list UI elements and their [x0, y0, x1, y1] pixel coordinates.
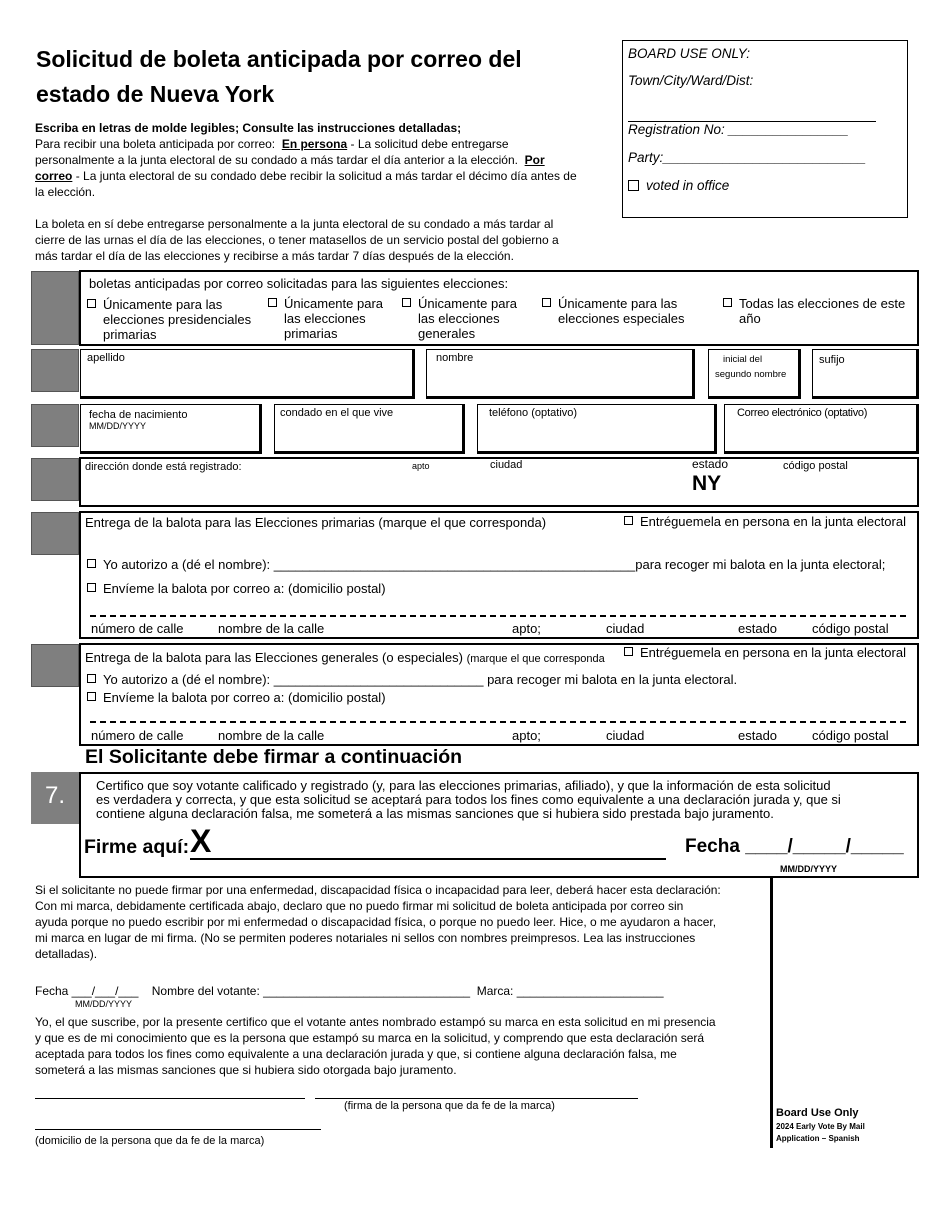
correo-label: Correo electrónico (optativo) [737, 407, 868, 419]
opt3-line-a: Únicamente para [418, 296, 517, 311]
witness-statement [35, 1014, 775, 1078]
mark-p3: ayuda porque no puedo escribir por mi enfermedad o discapacidad física, o porque no puedo leer. Hice, o me ayudaron a hacer, [35, 915, 717, 929]
election-option-primary[interactable] [268, 296, 383, 341]
opt4-line-b: elecciones especiales [558, 311, 685, 326]
opt1-line-b: elecciones presidenciales [103, 312, 252, 327]
intro-l1b: - La solicitud debe entregarse [347, 137, 509, 151]
condado-label: condado en el que vive [280, 407, 394, 419]
label-numero-calle: número de calle [91, 728, 184, 743]
mark-p1: Si el solicitante no puede firmar por una enfermedad, discapacidad física o incapacidad para leer, deberá hacer esta declaración: [35, 883, 721, 897]
dob-label: fecha de nacimiento [89, 409, 188, 421]
mark-p5: detalladas). [35, 947, 98, 961]
checkbox[interactable] [542, 298, 551, 307]
election-header: boletas anticipadas por correo solicitadas para las siguientes elecciones: [89, 276, 509, 291]
intro-p2-1: La boleta en sí debe entregarse personalmente a la junta electoral de su condado a más tardar al [35, 217, 554, 231]
election-option-presidential-primary[interactable] [87, 297, 251, 342]
label-ciudad: ciudad [606, 621, 645, 636]
mark-fecha-format: MM/DD/YYYY [75, 999, 133, 1009]
checkbox[interactable] [87, 299, 96, 308]
mark-p2: Con mi marca, debidamente certificada abajo, declaro que no puedo firmar mi solicitud de boleta anticipada por correo sin [35, 899, 684, 913]
sufijo-field[interactable] [812, 349, 919, 399]
mark-declaration [35, 882, 775, 962]
board-town-line[interactable] [628, 121, 876, 122]
election-option-all[interactable] [723, 296, 905, 326]
label-codigo-postal: código postal [812, 728, 889, 743]
label-apto: apto; [512, 621, 541, 636]
primary-address-line[interactable] [90, 615, 906, 617]
primary-authorize-tail: para recoger mi balota en la junta electoral; [635, 557, 886, 572]
label-nombre-calle: nombre de la calle [218, 621, 325, 636]
page-title [36, 42, 616, 112]
en-persona: En persona [281, 137, 348, 151]
checkbox[interactable] [87, 583, 96, 592]
codigo-postal-label: código postal [783, 460, 848, 472]
witness-line-1: Yo, el que suscribe, por la presente certifico que el votante antes nombrado estampó su marca en esta solicitud en mi presencia [35, 1015, 716, 1029]
board-voted: voted in office [646, 178, 730, 193]
board-divider [770, 878, 773, 1148]
direccion-label: dirección donde está registrado: [85, 461, 242, 473]
witness-signature-caption: (firma de la persona que da fe de la marca) [344, 1100, 555, 1112]
general-address-line[interactable] [90, 721, 906, 723]
estado-label: estado [692, 457, 729, 471]
footer-line-1: 2024 Early Vote By Mail [776, 1122, 865, 1131]
general-header-small: (marque el que corresponda [466, 653, 605, 665]
opt2-line-b: las elecciones [284, 311, 366, 326]
checkbox[interactable] [723, 298, 732, 307]
firme-label: Firme aquí: [84, 836, 190, 858]
section-tab-1 [31, 271, 79, 345]
primary-delivery-box [79, 511, 919, 639]
section-7-number [31, 772, 79, 824]
primary-address-labels [0, 621, 950, 637]
title-line-1: Solicitud de boleta anticipada por correo del [36, 46, 522, 72]
correo-field[interactable] [724, 404, 919, 454]
label-estado: estado [738, 728, 778, 743]
primary-authorize-label: Yo autorizo a (dé el nombre): __________________________________________________ [103, 557, 636, 572]
title-line-2: estado de Nueva York [36, 81, 275, 107]
telefono-label: teléfono (optativo) [489, 407, 578, 419]
intro-text [35, 120, 615, 264]
board-registration[interactable]: Registration No: ________________ [628, 122, 849, 137]
general-mail-label: Envíeme la balota por correo a: (domicilio postal) [103, 690, 386, 705]
general-authorize-label: Yo autorizo a (dé el nombre): _____________________________ para recoger mi balota en la junta electoral. [103, 672, 738, 687]
label-ciudad: ciudad [606, 728, 645, 743]
board-use-box [622, 40, 908, 218]
primary-mail-label: Envíeme la balota por correo a: (domicilio postal) [103, 581, 386, 596]
footer-line-2: Application – Spanish [776, 1134, 860, 1143]
opt1-line-c: primarias [103, 327, 157, 342]
opt3-line-c: generales [418, 326, 476, 341]
nombre-label: nombre [436, 352, 474, 364]
intro-l4: la elección. [35, 185, 96, 199]
witness-line-a[interactable] [35, 1098, 305, 1099]
checkbox[interactable] [624, 647, 633, 656]
por-correo-1: Por [524, 153, 545, 167]
cert-line-3: contiene alguna declaración falsa, me someterá a las mismas sanciones que si hubiera sido prestada bajo juramento. [96, 806, 774, 821]
apellido-label: apellido [87, 352, 125, 364]
opt2-line-c: primarias [284, 326, 338, 341]
intro-p2-2: cierre de las urnas el día de las elecciones, o tener matasellos de un servicio postal del gobierno a [35, 233, 559, 247]
dob-field[interactable] [80, 404, 262, 454]
intro-l1a: Para recibir una boleta anticipada por correo: [35, 137, 276, 151]
telefono-field[interactable] [477, 404, 717, 454]
opt4-line-a: Únicamente para las [558, 296, 678, 311]
election-option-special[interactable] [542, 296, 684, 326]
mark-fecha-row[interactable]: Fecha ___/___/___ Nombre del votante: _______________________________ Marca: ______________________ [35, 984, 664, 998]
general-in-person-label: Entréguemela en persona en la junta electoral [640, 645, 906, 660]
ciudad-label: ciudad [490, 459, 523, 471]
board-party[interactable]: Party:___________________________ [628, 150, 866, 165]
nombre-field[interactable] [426, 349, 695, 399]
sufijo-label: sufijo [819, 354, 845, 366]
section-tab-5 [31, 512, 79, 555]
apto-label: apto [412, 461, 430, 471]
checkbox[interactable] [268, 298, 277, 307]
opt1-line-a: Únicamente para las [103, 297, 223, 312]
primary-header: Entrega de la balota para las Elecciones primarias (marque el que corresponda) [85, 515, 547, 530]
section-tab-2 [31, 349, 79, 392]
label-codigo-postal: código postal [812, 621, 889, 636]
apellido-field[interactable] [80, 349, 415, 399]
label-estado: estado [738, 621, 778, 636]
checkbox[interactable] [402, 298, 411, 307]
intro-l2: personalmente a la junta electoral de su condado a más tardar el día anterior a la elección. [35, 153, 518, 167]
inicial-label-2: segundo nombre [715, 369, 787, 380]
cert-line-2: es verdadera y correcta, y que esta solicitud se aceptará para todos los fines como equivalente a una declaración jurada y, que si [96, 792, 841, 807]
label-nombre-calle: nombre de la calle [218, 728, 325, 743]
primary-in-person-option[interactable] [624, 514, 906, 529]
general-header [85, 650, 605, 667]
opt3-line-b: las elecciones [418, 311, 500, 326]
section-tab-6 [31, 644, 79, 687]
inicial-field[interactable] [708, 349, 801, 399]
election-option-general[interactable] [402, 296, 517, 341]
section-tab-3 [31, 404, 79, 447]
dob-format: MM/DD/YYYY [89, 421, 147, 431]
estado-value: NY [692, 472, 722, 495]
sign-date-field[interactable]: Fecha ____/_____/_____ [685, 836, 904, 857]
label-apto: apto; [512, 728, 541, 743]
footer-board-use: Board Use Only [776, 1107, 859, 1119]
voted-checkbox[interactable] [628, 180, 639, 191]
sign-date-format: MM/DD/YYYY [780, 864, 838, 874]
witness-line-2: y que es de mi conocimiento que es la persona que estampó su marca en la solicitud, y comprendo que esta declaración será [35, 1031, 705, 1045]
por-correo-2: correo [35, 169, 73, 183]
opt5-line-b: año [739, 311, 761, 326]
checkbox[interactable] [87, 559, 96, 568]
section-tab-4 [31, 458, 79, 501]
witness-line-3: aceptada para todos los fines como equivalente a una declaración jurada y que, si contiene alguna declaración falsa, me [35, 1047, 677, 1061]
general-mail-option[interactable] [87, 690, 386, 705]
intro-bold: Escriba en letras de molde legibles; Consulte las instrucciones detalladas; [35, 121, 462, 135]
inicial-label-1: inicial del [723, 354, 763, 365]
signature-x: X [190, 823, 212, 859]
condado-field[interactable] [274, 404, 465, 454]
signature-line[interactable] [190, 858, 666, 860]
checkbox[interactable] [624, 516, 633, 525]
witness-address-caption: (domicilio de la persona que da fe de la marca) [35, 1135, 265, 1147]
general-authorize-option[interactable] [87, 672, 737, 687]
general-header-main: Entrega de la balota para las Elecciones generales (o especiales) [85, 650, 463, 665]
primary-mail-option[interactable] [87, 581, 386, 596]
sign-heading: El Solicitante debe firmar a continuación [85, 746, 463, 768]
intro-p2-3: más tardar el día de las elecciones y recibirse a más tardar 7 días después de la elección. [35, 249, 514, 263]
board-town: Town/City/Ward/Dist: [628, 73, 754, 88]
general-in-person-option[interactable] [624, 645, 906, 660]
board-title: BOARD USE ONLY: [628, 46, 751, 61]
primary-authorize-option[interactable] [87, 557, 885, 572]
cert-line-1: Certifico que soy votante calificado y registrado (y, para las elecciones primarias, afiliado), y que la información de esta solicitud [96, 778, 831, 793]
general-address-labels [0, 728, 950, 744]
primary-in-person-label: Entréguemela en persona en la junta electoral [640, 514, 906, 529]
certification-text [96, 779, 911, 821]
section-7-number-text: 7. [44, 782, 65, 809]
opt2-line-a: Únicamente para [284, 296, 383, 311]
opt5-line-a: Todas las elecciones de este [739, 296, 906, 311]
witness-address-line[interactable] [35, 1129, 321, 1130]
label-numero-calle: número de calle [91, 621, 184, 636]
checkbox[interactable] [87, 692, 96, 701]
intro-l3: - La junta electoral de su condado debe recibir la solicitud a más tardar el décimo día antes de [72, 169, 577, 183]
checkbox[interactable] [87, 674, 96, 683]
witness-line-4: someterá a las mismas sanciones que si hubiera sido otorgada bajo juramento. [35, 1063, 457, 1077]
mark-p4: mi marca en lugar de mi firma. (No se permiten poderes notariales ni sellos con nombres preimpresos. Lea las instrucciones [35, 931, 696, 945]
witness-signature-line[interactable] [315, 1098, 638, 1099]
